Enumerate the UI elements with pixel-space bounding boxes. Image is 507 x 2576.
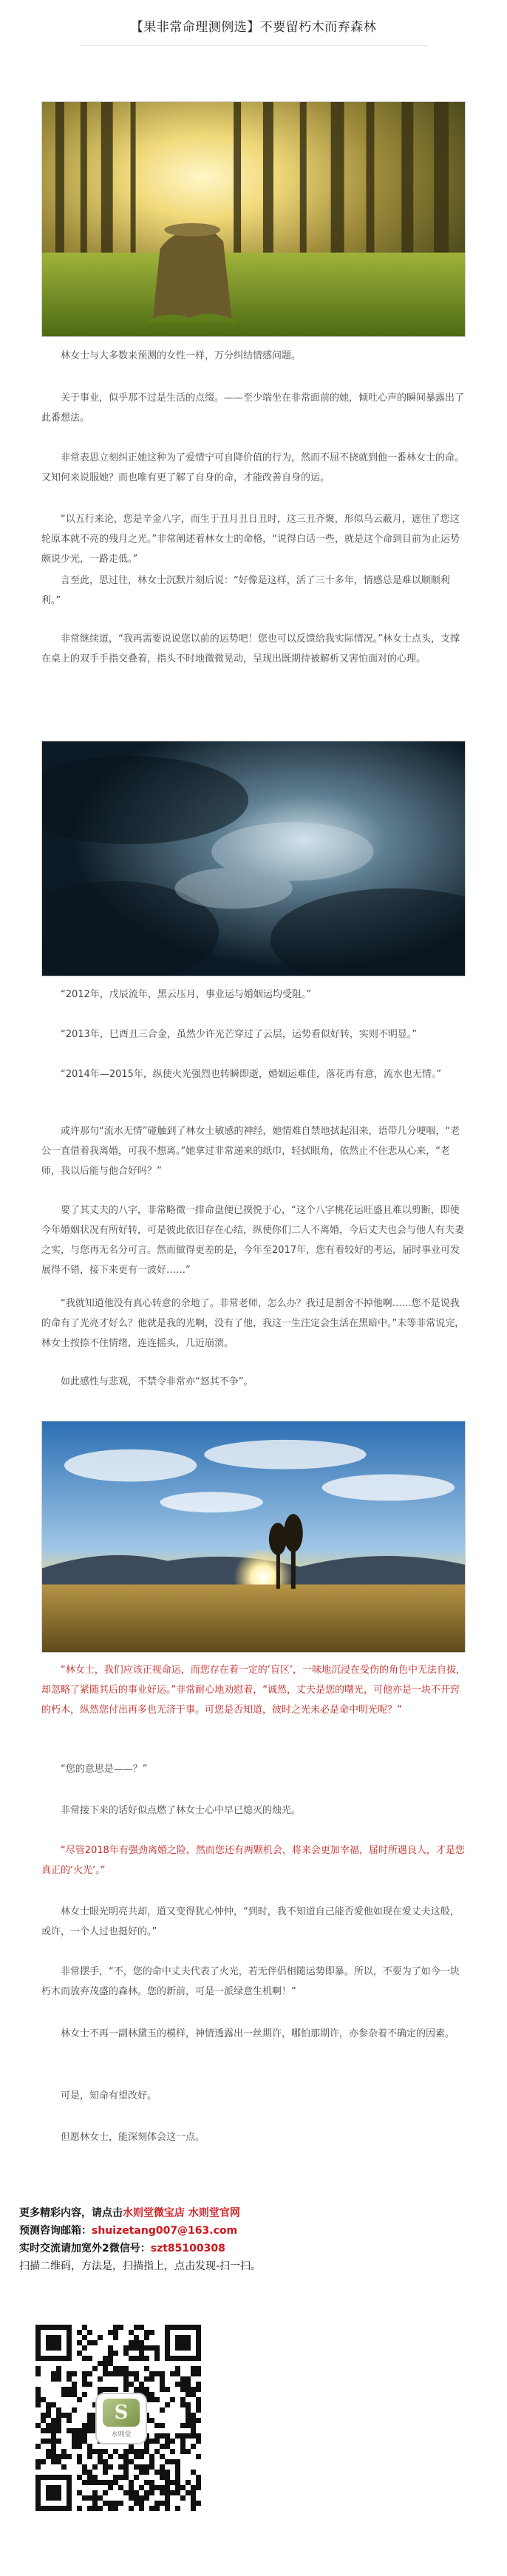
email-line: [19, 2222, 477, 2240]
wechat-id: szt85100308: [150, 2243, 225, 2254]
paragraph: 言至此，思过往，林女士沉默片刻后说：“好像是这样，活了三十多年，情感总是难以顺顺利利。”: [41, 575, 450, 606]
paragraph: “以五行来论，您是辛金八字，而生于丑月丑日丑时，这三丑齐聚，形似乌云蔽月，遮住了您这轮原本就不亮的残月之光。”非常阐述着林女士的命格，“说得白话一些，就是这个命到目前为止运势颇说少光，一路走低。”: [41, 514, 460, 565]
paragraph: 可是，知命有望改好。: [61, 2090, 157, 2101]
wechat-label: 实时交流请加宽外2微信号：: [19, 2243, 151, 2254]
paragraph: 林女士不再一副林黛玉的模样，神情透露出一丝期许，哪怕那期许，亦参杂着不确定的因素。: [61, 2028, 455, 2039]
title-divider: [80, 45, 427, 46]
email-label: 预测咨询邮箱：: [19, 2225, 92, 2237]
paragraph: 但愿林女士，能深刻体会这一点。: [61, 2132, 205, 2143]
forest-image: [41, 101, 466, 337]
sunset-image: [41, 1421, 466, 1653]
more-content-prefix: 更多精彩内容，请点击: [19, 2207, 123, 2219]
email-link[interactable]: shuizetang007@163.com: [92, 2225, 238, 2237]
qr-code[interactable]: [35, 2325, 203, 2512]
paragraph-highlight: “尽管2018年有强劲离婚之险，然而您还有两颗机会，将来会更加幸福，届时所遇良人，才是您真正的‘火光’。”: [41, 1845, 465, 1876]
storm-image: [41, 741, 466, 976]
paragraph: 林女士眼光明亮共却，道又变得犹心忡忡，“到时，我不知道自己能否愛他如现在愛丈夫这般，或许，一个人过也挺好的。”: [41, 1906, 460, 1937]
paragraph: 非常继续道，“我再需要说说您以前的运势吧！您也可以反馈给我实际情况。”林女士点头，支撑在桌上的双手手指交叠着，指头不时地微微晃动，呈现出既期待被解析又害怕面对的心理。: [41, 633, 460, 665]
more-content-line: [19, 2204, 477, 2222]
paragraph: 非常接下来的话好似点燃了林女士心中早已熄灭的烛光。: [61, 1805, 302, 1816]
paragraph: “我就知道他没有真心转意的余地了。非常老师，怎么办？我过是割舍不掉他啊……您不是说我的命有了光亮才好么？他就是我的光啊，没有了他，我这一生注定会生活在黑暗中。”未等非常说完，林女士按捺不住情绪，连连摇头，几近崩溃。: [41, 1298, 465, 1349]
paragraph: 非常表思立刻纠正她这种为了爱情宁可自降价值的行为，然而不屈不挠就到他一番林女士的命。又知何来说服她？而也唯有更了解了自身的命，才能改善自身的运。: [41, 452, 465, 483]
article-title-text: 【果非常命理测例选】不要留朽木而弃森林: [130, 20, 377, 35]
paragraph: “2013年，巳酉丑三合金，虽然少许光芒穿过了云层，运势看似好转，实则不明显。”: [61, 1029, 418, 1040]
wechat-line: [19, 2240, 477, 2257]
scan-instruction: 扫描二维码，方法是，扫描指上，点击发现-扫一扫。: [19, 2260, 262, 2272]
more-content-link[interactable]: 水则堂微宝店 水则堂官网: [123, 2207, 240, 2219]
paragraph-highlight: “林女士，我们应该正视命运，而您存在着一定的‘盲区’，一味地沉浸在受伤的角色中无法自拔，却忽略了紧随其后的事业好运。”非常耐心地劝慰着，“诚然，丈夫是您的曙光，可他亦是一块不开窍的朽木，纵然您付出再多也无济于事。可您是否知道，彼时之光未必是命中明光呢？”: [41, 1665, 466, 1716]
brand-seal-icon: [103, 2399, 140, 2427]
paragraph: “2012年，戊辰流年，黑云压月，事业运与婚姻运均受阻。”: [61, 989, 312, 1000]
qr-logo-text: 水则堂: [111, 2431, 132, 2439]
qr-logo: [95, 2393, 147, 2444]
footer-info: [19, 2204, 477, 2275]
paragraph: 林女士与大多数来预测的女性一样，万分纠结情感问题。: [61, 350, 302, 361]
paragraph: “您的意思是——？”: [61, 1764, 148, 1775]
paragraph: “2014年—2015年，纵使火光强烈也转瞬即逝，婚姻运难佳，落花再有意，流水也无情。”: [61, 1069, 442, 1080]
paragraph: 或许那句“流水无情”碰触到了林女士敏感的神经，她情难自禁地拭起泪来，语带几分哽咽，“老公一直借着我离婚，可我不想离。”她拿过非常递来的纸巾，轻拭眼角，依然止不住悲从心来，“老师，我以后能与他合好吗？”: [41, 1126, 460, 1177]
article-title: [0, 16, 507, 46]
paragraph: 非常摆手，“不，您的命中丈夫代表了火光，若无伴侣相随运势即暴。所以，不要为了如今一块朽木而放弃茂盛的森林。您的新前，可是一派绿意生机啊！”: [41, 1966, 460, 1997]
paragraph: 关于事业，似乎那不过是生活的点缀。——至少端坐在非常面前的她，倾吐心声的瞬间暴露出了此番想法。: [41, 392, 465, 424]
paragraph: 如此感性与悲观，不禁令非常亦“怒其不争”。: [61, 1376, 254, 1387]
paragraph: 要了其丈夫的八字，非常略微一排命盘便已摸悦于心，“这个八字桃花运旺盛且难以剪断，即使今年婚姻状况有所好转，可是彼此依旧存在心结，纵使你们二人不离婚，今后丈夫也会与他人有夫妻之实，与您再无名分可言。然而做得更差的是，今年至2017年，您有着较好的考运，届时事业可发展得不错，接下来更有一波好……”: [41, 1205, 465, 1276]
